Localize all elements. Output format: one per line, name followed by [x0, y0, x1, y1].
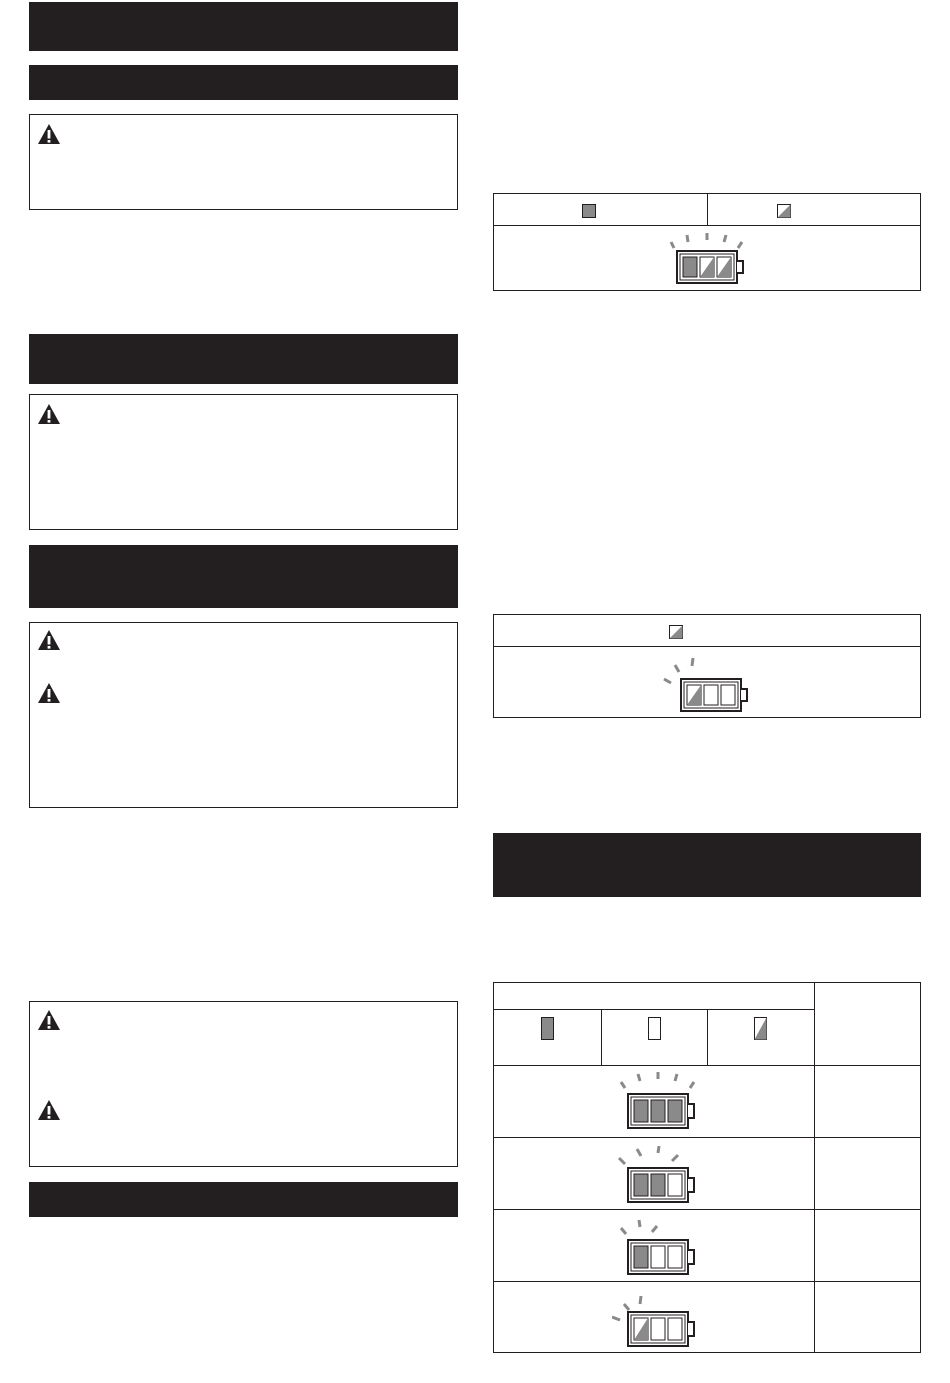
section-header-bar [493, 833, 921, 897]
off-legend-swatch [648, 1017, 661, 1040]
section-header-bar [29, 545, 458, 608]
blinking-legend-swatch [669, 625, 683, 639]
warning-box [29, 1001, 458, 1167]
lit-legend-swatch [541, 1017, 554, 1040]
battery-indicator-icon [612, 1146, 702, 1208]
indicator-table [493, 614, 921, 718]
indicator-table [493, 193, 921, 291]
battery-indicator-icon [662, 229, 752, 287]
blinking-legend-swatch [777, 204, 791, 218]
battery-indicator-icon [656, 653, 756, 717]
warning-box [29, 114, 458, 210]
warning-box [29, 622, 458, 808]
warning-triangle-icon [37, 1009, 61, 1031]
warning-box [29, 394, 458, 530]
section-header-bar [29, 334, 458, 384]
battery-indicator-icon [612, 1072, 702, 1134]
warning-triangle-icon [37, 1099, 61, 1121]
lit-legend-swatch [582, 204, 596, 218]
battery-indicator-icon [612, 1290, 702, 1352]
section-header-bar [29, 65, 458, 100]
warning-triangle-icon [37, 629, 61, 651]
battery-indicator-icon [612, 1218, 702, 1280]
blinking-legend-swatch [754, 1017, 767, 1040]
remaining-capacity-table [493, 982, 921, 1353]
section-header-bar [29, 1182, 458, 1217]
warning-triangle-icon [37, 123, 61, 145]
warning-triangle-icon [37, 682, 61, 704]
section-header-bar [29, 2, 458, 51]
warning-triangle-icon [37, 403, 61, 425]
